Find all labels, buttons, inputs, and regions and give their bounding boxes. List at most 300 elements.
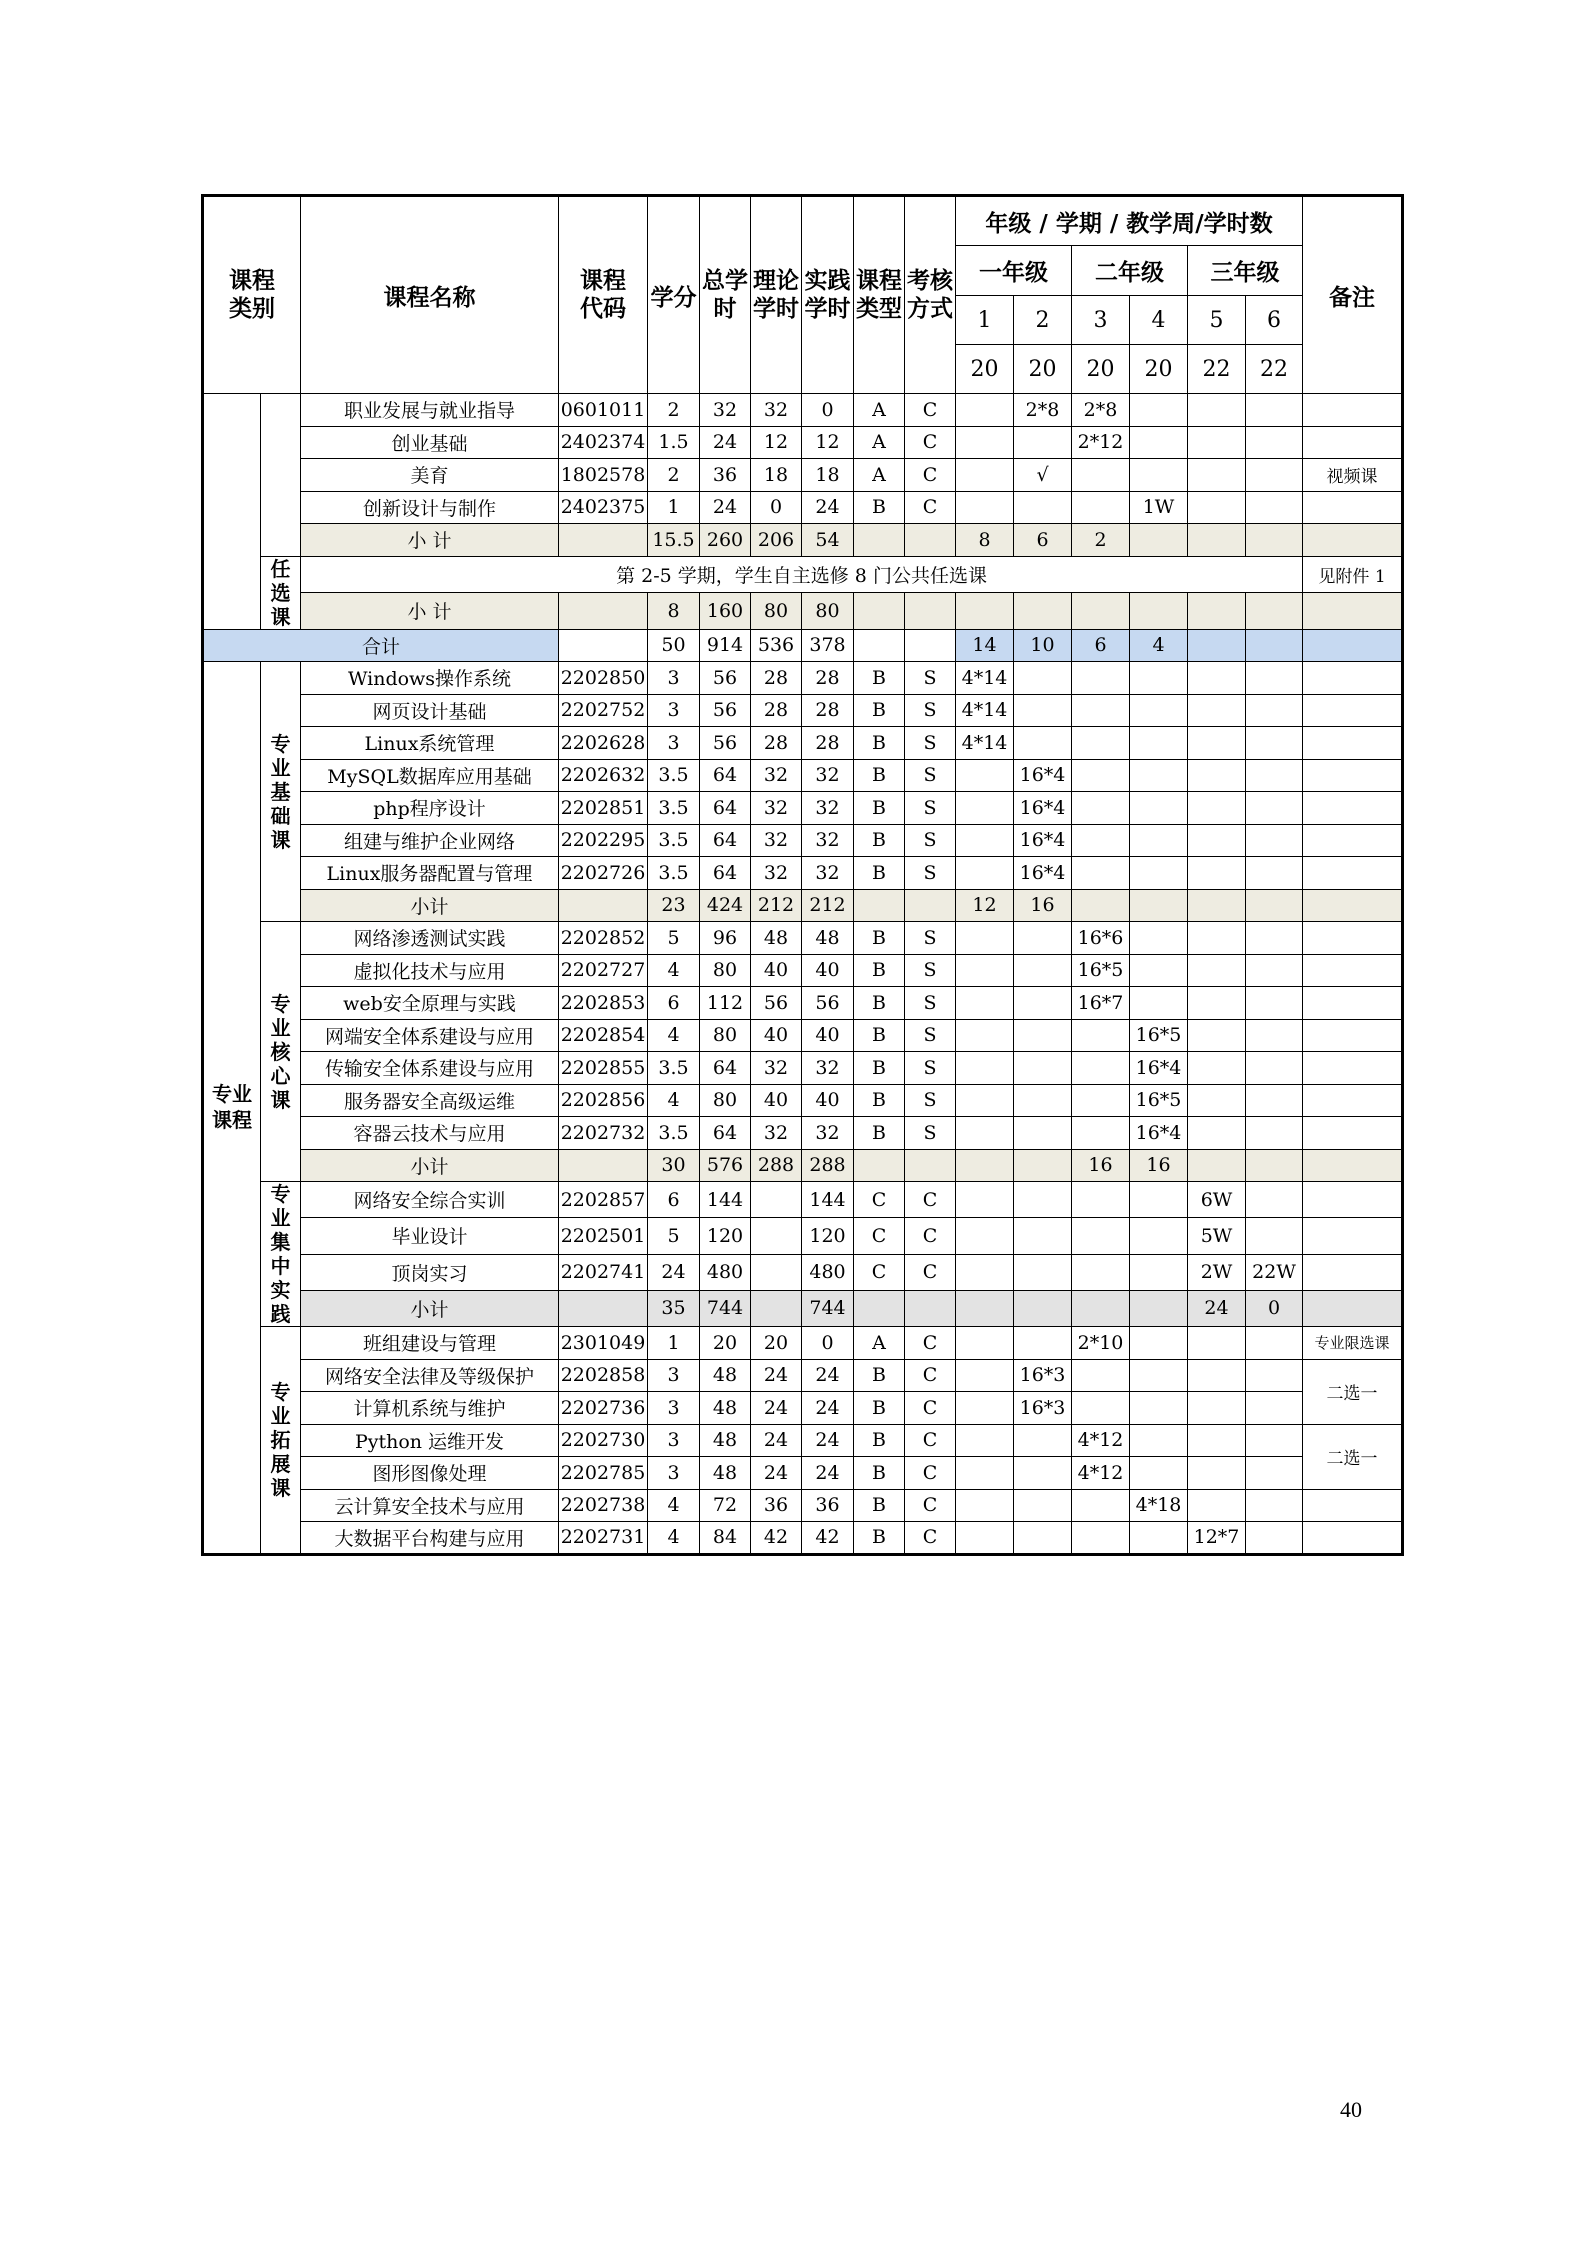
cell-t4: 16*5 (1130, 1019, 1188, 1052)
subtotal-t4 (1130, 889, 1188, 922)
cell-exam: S (905, 824, 956, 857)
cell-total: 48 (700, 1359, 751, 1392)
cell-exam: C (905, 1182, 956, 1218)
cell-exam: S (905, 857, 956, 890)
cell-theory: 18 (751, 459, 802, 492)
header-weeks: 20 (956, 345, 1014, 394)
cell-t6 (1246, 1457, 1303, 1490)
cell-t4 (1130, 922, 1188, 955)
cell-code: 2202752 (559, 694, 648, 727)
cell-t1 (956, 824, 1014, 857)
cell-credit: 3.5 (648, 1117, 700, 1150)
header-course-type-text: 课程类型 (856, 267, 902, 322)
subtotal-theory: 206 (751, 524, 802, 557)
cell-practice: 32 (802, 792, 854, 825)
cell-t6 (1246, 922, 1303, 955)
cell-t5 (1188, 1457, 1246, 1490)
cell-t5 (1188, 1489, 1246, 1522)
cell-credit: 1 (648, 491, 700, 524)
table-row (203, 694, 1403, 727)
cell-practice: 480 (802, 1254, 854, 1290)
cell-credit: 2 (648, 459, 700, 492)
cell-type: B (854, 1084, 905, 1117)
cell-theory: 24 (751, 1457, 802, 1490)
cell-exam: S (905, 727, 956, 760)
empty-cell (1303, 593, 1403, 630)
cell-t3 (1072, 1489, 1130, 1522)
table-row (203, 1489, 1403, 1522)
cell-type: B (854, 759, 905, 792)
cell-total: 36 (700, 459, 751, 492)
cell-credit: 5 (648, 922, 700, 955)
cell-type: B (854, 792, 905, 825)
cell-t2 (1014, 1117, 1072, 1150)
subtotal-t1: 12 (956, 889, 1014, 922)
cell-theory: 12 (751, 426, 802, 459)
cell-t2: 16*4 (1014, 824, 1072, 857)
cell-t2 (1014, 1182, 1072, 1218)
course-name: 虚拟化技术与应用 (301, 954, 559, 987)
cell-t3 (1072, 1117, 1130, 1150)
course-note (1303, 1117, 1403, 1150)
cell-t5 (1188, 857, 1246, 890)
course-name: 班组建设与管理 (301, 1327, 559, 1360)
subtotal-note (1303, 1149, 1403, 1182)
cell-credit: 3 (648, 694, 700, 727)
header-theory-hours (751, 196, 802, 394)
subtotal-note (1303, 889, 1403, 922)
cell-total: 48 (700, 1392, 751, 1425)
table-row (203, 593, 1403, 630)
elective-text: 第 2-5 学期，学生自主选修 8 门公共任选课 (301, 556, 1303, 593)
cell-t2 (1014, 727, 1072, 760)
cell-t5: 12*7 (1188, 1522, 1246, 1555)
empty-cell (1072, 593, 1130, 630)
cell-t6 (1246, 727, 1303, 760)
cell-total: 24 (700, 426, 751, 459)
cell-t2 (1014, 1327, 1072, 1360)
cell-t2 (1014, 426, 1072, 459)
cell-code: 0601011 (559, 394, 648, 427)
subtotal-t2 (1014, 1149, 1072, 1182)
cell-practice: 0 (802, 1327, 854, 1360)
table-row (203, 1182, 1403, 1218)
cell-theory: 32 (751, 759, 802, 792)
cell-theory: 28 (751, 662, 802, 695)
cell-theory: 24 (751, 1424, 802, 1457)
course-name: web安全原理与实践 (301, 987, 559, 1020)
grand-total-code (559, 629, 648, 662)
subtotal-exam (905, 524, 956, 557)
cell-exam: C (905, 459, 956, 492)
cell-code: 2202632 (559, 759, 648, 792)
course-note: 专业限选课 (1303, 1327, 1403, 1360)
table-row (203, 1457, 1403, 1490)
cell-exam: S (905, 662, 956, 695)
course-note (1303, 824, 1403, 857)
cell-t6 (1246, 1019, 1303, 1052)
cell-t2 (1014, 922, 1072, 955)
cell-t3: 2*12 (1072, 426, 1130, 459)
cell-type: C (854, 1182, 905, 1218)
cell-code: 1802578 (559, 459, 648, 492)
cell-t3: 16*5 (1072, 954, 1130, 987)
cell-t1 (956, 1359, 1014, 1392)
course-note (1303, 1489, 1403, 1522)
subtotal-practice: 288 (802, 1149, 854, 1182)
cell-practice: 24 (802, 1424, 854, 1457)
header-weeks: 20 (1014, 345, 1072, 394)
cell-theory: 32 (751, 1052, 802, 1085)
cell-type: B (854, 662, 905, 695)
cell-t1 (956, 759, 1014, 792)
table-row (203, 824, 1403, 857)
subtotal-t2: 6 (1014, 524, 1072, 557)
subtotal-t4 (1130, 524, 1188, 557)
table-row (203, 426, 1403, 459)
cell-t5 (1188, 727, 1246, 760)
grand-total-t6 (1246, 629, 1303, 662)
empty-cell (956, 593, 1014, 630)
course-name: 大数据平台构建与应用 (301, 1522, 559, 1555)
cell-t5 (1188, 1327, 1246, 1360)
cell-practice: 24 (802, 1457, 854, 1490)
subtotal-code (559, 524, 648, 557)
header-code-text: 课程代码 (580, 267, 626, 322)
grand-total-total: 914 (700, 629, 751, 662)
empty-cell (1188, 593, 1246, 630)
cell-t5 (1188, 694, 1246, 727)
empty-cell (1014, 593, 1072, 630)
cell-t4: 16*5 (1130, 1084, 1188, 1117)
cell-t4 (1130, 1424, 1188, 1457)
cell-t6 (1246, 662, 1303, 695)
cell-credit: 3 (648, 1424, 700, 1457)
cell-t5 (1188, 1019, 1246, 1052)
cell-credit: 1.5 (648, 426, 700, 459)
cell-t3 (1072, 1218, 1130, 1254)
course-name: 图形图像处理 (301, 1457, 559, 1490)
subtotal-total: 576 (700, 1149, 751, 1182)
cell-practice: 144 (802, 1182, 854, 1218)
cell-t4 (1130, 1392, 1188, 1425)
cell-t1 (956, 459, 1014, 492)
cell-total: 64 (700, 1052, 751, 1085)
subtotal-t3: 16 (1072, 1149, 1130, 1182)
cell-practice: 32 (802, 759, 854, 792)
course-note (1303, 694, 1403, 727)
subtotal-code (559, 1290, 648, 1326)
subtotal-t6 (1246, 1149, 1303, 1182)
cell-practice: 24 (802, 491, 854, 524)
cell-exam: C (905, 1392, 956, 1425)
cell-practice: 12 (802, 426, 854, 459)
elective-category-text: 任选课 (270, 556, 291, 629)
cell-t1 (956, 394, 1014, 427)
subtotal-theory: 80 (751, 593, 802, 630)
subtotal-t4: 16 (1130, 1149, 1188, 1182)
cell-t4: 1W (1130, 491, 1188, 524)
cell-t3: 16*7 (1072, 987, 1130, 1020)
cell-t2 (1014, 1019, 1072, 1052)
cell-t4 (1130, 1359, 1188, 1392)
cell-t1 (956, 1457, 1014, 1490)
empty-cell (905, 593, 956, 630)
course-name: 计算机系统与维护 (301, 1392, 559, 1425)
group-label-text: 专业集中实践 (270, 1182, 291, 1326)
cell-t3 (1072, 1392, 1130, 1425)
cell-exam: S (905, 1052, 956, 1085)
table-row (203, 629, 1403, 662)
course-name: 服务器安全高级运维 (301, 1084, 559, 1117)
cell-exam: C (905, 1359, 956, 1392)
cell-total: 32 (700, 394, 751, 427)
table-row (203, 1052, 1403, 1085)
cell-type: B (854, 1359, 905, 1392)
cell-t4 (1130, 727, 1188, 760)
course-name: Windows操作系统 (301, 662, 559, 695)
cell-t1 (956, 491, 1014, 524)
cell-t1 (956, 1392, 1014, 1425)
table-row (203, 1392, 1403, 1425)
cell-t3 (1072, 792, 1130, 825)
cell-t6 (1246, 394, 1303, 427)
course-note (1303, 1019, 1403, 1052)
cell-type: C (854, 1254, 905, 1290)
cell-t5: 2W (1188, 1254, 1246, 1290)
subtotal-type (854, 524, 905, 557)
cell-exam: C (905, 1457, 956, 1490)
cell-t5 (1188, 1084, 1246, 1117)
course-note (1303, 1084, 1403, 1117)
cell-t5 (1188, 1392, 1246, 1425)
table-row (203, 1327, 1403, 1360)
course-note (1303, 792, 1403, 825)
cell-t1 (956, 1327, 1014, 1360)
cell-t5 (1188, 922, 1246, 955)
cell-t5 (1188, 1117, 1246, 1150)
table-row (203, 1522, 1403, 1555)
cell-t2: 16*4 (1014, 857, 1072, 890)
public-category-cell (203, 394, 261, 630)
header-term: 6 (1246, 296, 1303, 345)
cell-code: 2202727 (559, 954, 648, 987)
cell-t6 (1246, 491, 1303, 524)
cell-t2 (1014, 662, 1072, 695)
cell-practice: 32 (802, 1052, 854, 1085)
course-note (1303, 954, 1403, 987)
cell-t1 (956, 1522, 1014, 1555)
cell-t3 (1072, 1182, 1130, 1218)
subtotal-t4 (1130, 1290, 1188, 1326)
subtotal-note (1303, 1290, 1403, 1326)
empty-cell (1246, 593, 1303, 630)
subtotal-t6 (1246, 524, 1303, 557)
subtotal-t5: 24 (1188, 1290, 1246, 1326)
course-name: Linux服务器配置与管理 (301, 857, 559, 890)
cell-t6 (1246, 1522, 1303, 1555)
header-total-hours (700, 196, 751, 394)
header-year1: 一年级 (956, 246, 1072, 296)
cell-t1 (956, 857, 1014, 890)
subtotal-credit: 8 (648, 593, 700, 630)
cell-t3 (1072, 1359, 1130, 1392)
cell-practice: 24 (802, 1359, 854, 1392)
cell-type: B (854, 987, 905, 1020)
grand-total-t3: 6 (1072, 629, 1130, 662)
cell-credit: 3.5 (648, 1052, 700, 1085)
header-category-text: 课程类别 (229, 267, 275, 322)
subtotal-t5 (1188, 524, 1246, 557)
cell-t4 (1130, 662, 1188, 695)
cell-t4 (1130, 954, 1188, 987)
subtotal-exam (905, 889, 956, 922)
cell-exam: S (905, 759, 956, 792)
cell-t4: 16*4 (1130, 1052, 1188, 1085)
cell-t1 (956, 954, 1014, 987)
cell-exam: S (905, 1019, 956, 1052)
cell-t2 (1014, 987, 1072, 1020)
cell-t2 (1014, 491, 1072, 524)
subtotal-t1 (956, 1290, 1014, 1326)
cell-type: C (854, 1218, 905, 1254)
cell-credit: 4 (648, 1084, 700, 1117)
cell-credit: 3 (648, 1359, 700, 1392)
cell-theory: 32 (751, 1117, 802, 1150)
course-name: 网络安全综合实训 (301, 1182, 559, 1218)
cell-theory: 28 (751, 727, 802, 760)
cell-type: B (854, 1052, 905, 1085)
professional-category (203, 662, 261, 1555)
cell-t4 (1130, 1327, 1188, 1360)
cell-t4 (1130, 759, 1188, 792)
cell-exam: C (905, 1327, 956, 1360)
cell-type: B (854, 922, 905, 955)
course-name: 职业发展与就业指导 (301, 394, 559, 427)
subtotal-practice: 212 (802, 889, 854, 922)
header-weeks: 22 (1188, 345, 1246, 394)
cell-t2 (1014, 1457, 1072, 1490)
cell-theory: 40 (751, 1084, 802, 1117)
header-year3: 三年级 (1188, 246, 1303, 296)
cell-exam: C (905, 491, 956, 524)
cell-t6 (1246, 1359, 1303, 1392)
cell-t6 (1246, 1327, 1303, 1360)
subtotal-t2: 16 (1014, 889, 1072, 922)
course-name: 组建与维护企业网络 (301, 824, 559, 857)
cell-type: A (854, 394, 905, 427)
course-name: 创业基础 (301, 426, 559, 459)
cell-t4 (1130, 1254, 1188, 1290)
group-label (261, 922, 301, 1182)
cell-t6 (1246, 857, 1303, 890)
cell-total: 96 (700, 922, 751, 955)
subtotal-t5 (1188, 1149, 1246, 1182)
course-name: 美育 (301, 459, 559, 492)
cell-t2 (1014, 1254, 1072, 1290)
subtotal-code (559, 593, 648, 630)
subtotal-type (854, 1290, 905, 1326)
table-row (203, 759, 1403, 792)
cell-exam: S (905, 694, 956, 727)
cell-credit: 4 (648, 1522, 700, 1555)
cell-t5 (1188, 792, 1246, 825)
cell-exam: C (905, 1489, 956, 1522)
cell-credit: 3 (648, 662, 700, 695)
cell-t4: 16*4 (1130, 1117, 1188, 1150)
cell-exam: S (905, 954, 956, 987)
grand-total-credit: 50 (648, 629, 700, 662)
course-note (1303, 491, 1403, 524)
table-row (203, 727, 1403, 760)
cell-t4: 4*18 (1130, 1489, 1188, 1522)
cell-total: 64 (700, 1117, 751, 1150)
cell-code: 2202501 (559, 1218, 648, 1254)
cell-credit: 5 (648, 1218, 700, 1254)
course-note (1303, 857, 1403, 890)
cell-practice: 48 (802, 922, 854, 955)
cell-t4 (1130, 1457, 1188, 1490)
cell-theory (751, 1254, 802, 1290)
subtotal-code (559, 889, 648, 922)
cell-t3 (1072, 491, 1130, 524)
cell-t3 (1072, 1522, 1130, 1555)
course-note: 二选一 (1303, 1424, 1403, 1489)
cell-t6 (1246, 1489, 1303, 1522)
subtotal-label: 小 计 (301, 593, 559, 630)
cell-code: 2202855 (559, 1052, 648, 1085)
cell-t6 (1246, 1052, 1303, 1085)
cell-t5 (1188, 426, 1246, 459)
header-weeks: 22 (1246, 345, 1303, 394)
course-note (1303, 759, 1403, 792)
cell-t4 (1130, 459, 1188, 492)
course-note (1303, 1522, 1403, 1555)
table-row (203, 556, 1403, 593)
cell-code: 2202853 (559, 987, 648, 1020)
cell-t2 (1014, 1424, 1072, 1457)
cell-credit: 3.5 (648, 759, 700, 792)
cell-t1 (956, 1084, 1014, 1117)
grand-total-exam (905, 629, 956, 662)
course-name: 创新设计与制作 (301, 491, 559, 524)
cell-practice: 40 (802, 1019, 854, 1052)
course-name: Python 运维开发 (301, 1424, 559, 1457)
cell-code: 2202851 (559, 792, 648, 825)
cell-theory: 36 (751, 1489, 802, 1522)
subtotal-practice: 744 (802, 1290, 854, 1326)
cell-code: 2202726 (559, 857, 648, 890)
cell-t4 (1130, 857, 1188, 890)
cell-t6 (1246, 954, 1303, 987)
cell-practice: 32 (802, 824, 854, 857)
empty-cell (1130, 593, 1188, 630)
cell-type: B (854, 1019, 905, 1052)
cell-t3: 2*8 (1072, 394, 1130, 427)
cell-credit: 3 (648, 1392, 700, 1425)
subtotal-credit: 23 (648, 889, 700, 922)
cell-t3: 4*12 (1072, 1424, 1130, 1457)
cell-t6 (1246, 426, 1303, 459)
cell-t5 (1188, 394, 1246, 427)
cell-total: 64 (700, 857, 751, 890)
course-note (1303, 426, 1403, 459)
cell-t6 (1246, 987, 1303, 1020)
cell-total: 24 (700, 491, 751, 524)
cell-t1: 4*14 (956, 662, 1014, 695)
cell-t6 (1246, 1424, 1303, 1457)
cell-total: 80 (700, 954, 751, 987)
